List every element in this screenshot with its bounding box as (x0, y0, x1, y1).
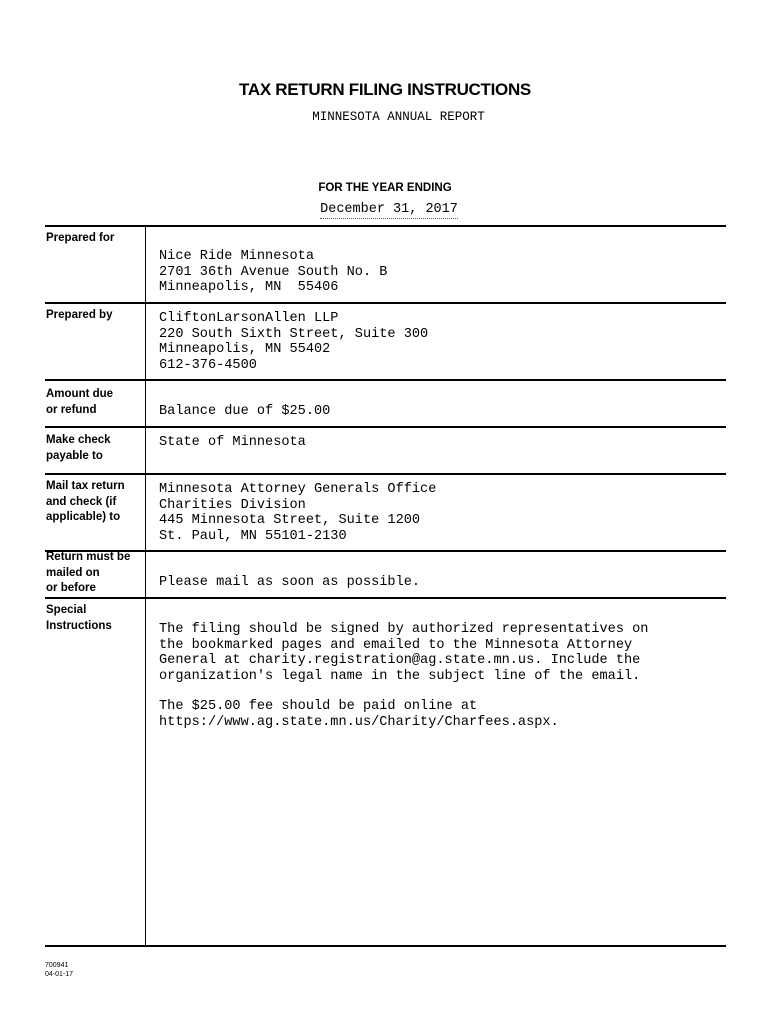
label-line: Make check (46, 434, 111, 446)
amount-due-label (46, 387, 144, 418)
label-line: Special (46, 604, 87, 616)
form-footer (45, 961, 73, 979)
table-top-rule (45, 225, 726, 227)
mail-to-label (46, 479, 144, 526)
label-line: mailed on (46, 566, 100, 579)
make-check-value: State of Minnesota (159, 435, 306, 450)
address-line: Minnesota Attorney Generals Office (159, 482, 437, 497)
row-divider (45, 550, 726, 552)
address-line: Minneapolis, MN 55406 (159, 280, 339, 296)
phone-line: 612-376-4500 (159, 357, 257, 373)
address-line: CliftonLarsonAllen LLP (159, 311, 339, 326)
address-line: 2701 36th Avenue South No. B (159, 264, 388, 280)
label-line: applicable) to (46, 511, 121, 523)
row-divider (45, 302, 726, 304)
column-divider (145, 226, 146, 947)
label-line: Return must be (46, 551, 131, 563)
return-by-label (46, 550, 144, 597)
row-divider (45, 426, 726, 428)
address-line: 445 Minnesota Street, Suite 1200 (159, 513, 421, 529)
address-line: Minneapolis, MN 55402 (159, 342, 331, 358)
address-line: 220 South Sixth Street, Suite 300 (159, 326, 429, 342)
label-line: or refund (46, 403, 97, 416)
address-line: St. Paul, MN 55101-2130 (159, 528, 347, 544)
instruction-line: The $25.00 fee should be paid online at (159, 699, 478, 714)
document-title: TAX RETURN FILING INSTRUCTIONS (239, 80, 531, 99)
special-instructions-paragraph-1 (159, 622, 648, 684)
table-bottom-rule (45, 945, 726, 947)
document-subtitle: MINNESOTA ANNUAL REPORT (312, 110, 485, 124)
label-line: Instructions (46, 619, 112, 632)
year-ending-value (0, 202, 770, 217)
prepared-for-value (159, 249, 387, 296)
special-instructions-label (46, 603, 144, 634)
label-line: Amount due (46, 388, 114, 400)
row-divider (45, 473, 726, 475)
return-by-value: Please mail as soon as possible. (159, 575, 421, 590)
year-ending-date: December 31, 2017 (320, 202, 458, 217)
prepared-for-label: Prepared for (46, 232, 115, 244)
instruction-line: https://www.ag.state.mn.us/Charity/Charfees.aspx. (159, 714, 559, 730)
year-ending-label: FOR THE YEAR ENDING (318, 182, 452, 194)
form-code: 700941 (45, 962, 69, 969)
row-divider (45, 379, 726, 381)
special-instructions-paragraph-2 (159, 699, 559, 730)
make-check-label (46, 433, 144, 464)
instruction-line: organization's legal name in the subject line of the email. (159, 668, 641, 684)
address-line: Nice Ride Minnesota (159, 249, 314, 264)
mail-to-value (159, 482, 436, 544)
instruction-line: The filing should be signed by authorized representatives on (159, 622, 649, 637)
instruction-line: the bookmarked pages and emailed to the Minnesota Attorney (159, 637, 633, 653)
instruction-line: General at charity.registration@ag.state.mn.us. Include the (159, 653, 641, 669)
label-line: Mail tax return (46, 480, 125, 492)
prepared-by-label: Prepared by (46, 309, 113, 321)
form-date: 04-01-17 (45, 971, 74, 978)
row-divider (45, 597, 726, 599)
amount-due-value: Balance due of $25.00 (159, 404, 331, 419)
label-line: payable to (46, 449, 103, 462)
prepared-by-value (159, 311, 428, 373)
label-line: and check (if (46, 495, 117, 508)
address-line: Charities Division (159, 497, 306, 513)
label-line: or before (46, 582, 96, 594)
